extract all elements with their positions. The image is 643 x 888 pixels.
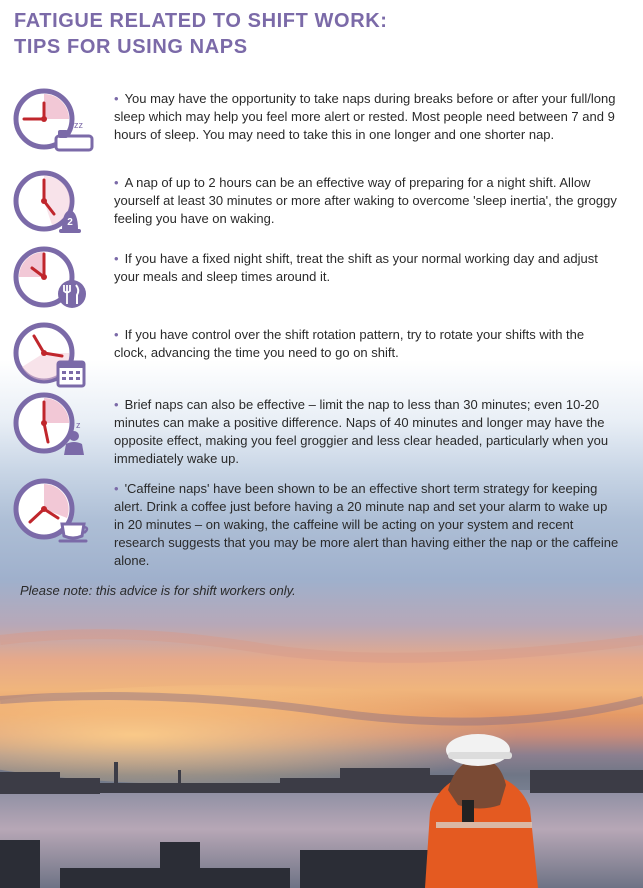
tip-text: • 'Caffeine naps' have been shown to be an effective short term strategy for keeping alert. Drink a coffee just before having a 20 minute nap and set your alarm to wake up in 20 minutes – on waking, the caffeine will be acting on your system and recent research suggests that you may be more alert than having either the nap or the caffeine alone. xyxy=(114,481,619,568)
clock-calendar-icon xyxy=(12,322,98,392)
page-title xyxy=(14,8,388,60)
title-line-1: FATIGUE RELATED TO SHIFT WORK: xyxy=(14,10,388,32)
tip-text: • A nap of up to 2 hours can be an effective way of preparing for a night shift. Allow yourself at least 30 minutes or more after waking to overcome 'sleep inertia', the groggy feeling you have on waking. xyxy=(114,175,617,226)
title-line-2: TIPS FOR USING NAPS xyxy=(14,36,248,58)
disclaimer-note: Please note: this advice is for shift workers only. xyxy=(20,583,296,598)
tip-text: • If you have a fixed night shift, treat the shift as your normal working day and adjust your meals and sleep times around it. xyxy=(114,251,598,284)
clock-bed-icon xyxy=(12,88,98,158)
tip-text: • If you have control over the shift rotation pattern, try to rotate your shifts with the clock, advancing the time you need to go on shift. xyxy=(114,327,585,360)
svg-text:z: z xyxy=(76,420,81,430)
clock-sleeper-icon xyxy=(12,392,98,462)
tip-text: • Brief naps can also be effective – limit the nap to less than 30 minutes; even 10-20 minutes can make a positive difference. Naps of 40 minutes and longer may have the opposite effect, making you feel groggier and less clear headed, particularly when you immediately wake up. xyxy=(114,397,609,466)
clock-alarm-icon xyxy=(12,170,98,240)
alarm-badge: 2 xyxy=(67,217,73,228)
clock-cutlery-icon xyxy=(12,246,98,316)
tip-text: • You may have the opportunity to take naps during breaks before or after your full/long sleep which may help you feel more alert or rested. Most people need between 7 and 9 hours of sleep. You may need to take this in one longer and one shorter nap. xyxy=(114,91,616,142)
svg-text:zz: zz xyxy=(74,120,83,130)
clock-coffee-icon xyxy=(12,478,98,548)
